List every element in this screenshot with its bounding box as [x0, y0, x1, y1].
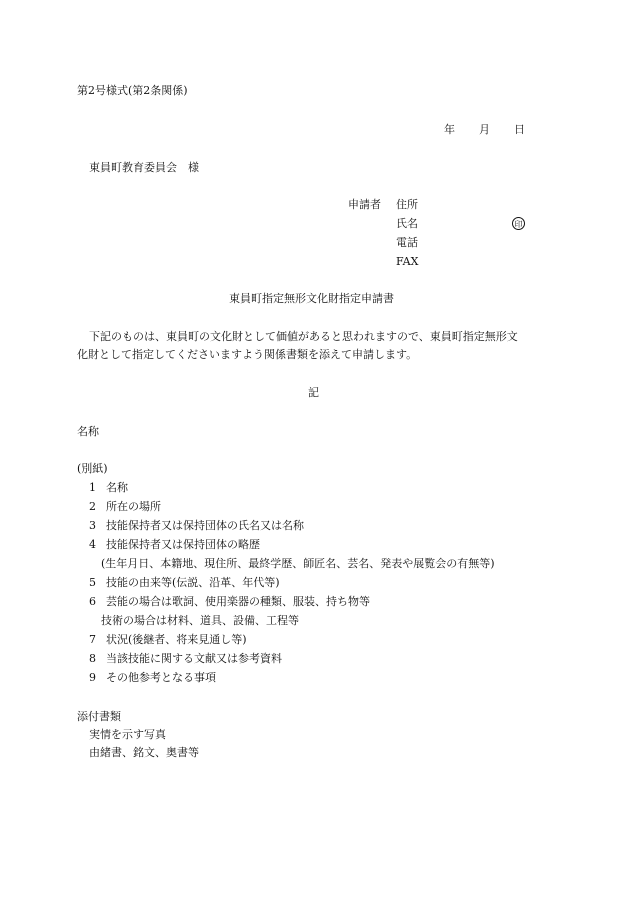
list-item-text: 技術の場合は材料、道具、設備、工程等 — [101, 614, 299, 627]
list-item-number: 2 — [89, 500, 96, 513]
list-item-text: 状況(後継者、将来見通し等) — [106, 633, 247, 646]
seal-mark: 印 — [512, 217, 525, 230]
form-number: 第2号様式(第2条関係) — [77, 84, 188, 97]
list-item-number: 9 — [89, 671, 96, 684]
list-item-text: 名称 — [106, 481, 128, 494]
list-item-text: その他参考となる事項 — [106, 671, 216, 684]
list-item-number: 4 — [89, 538, 96, 551]
list-item-number: 7 — [89, 633, 96, 646]
addressee: 東員町教育委員会 様 — [89, 161, 199, 174]
date-month-label: 月 — [479, 123, 490, 136]
applicant-fax-label: FAX — [396, 255, 419, 268]
list-item-number: 5 — [89, 576, 96, 589]
applicant-name-label: 氏名 — [396, 217, 418, 230]
list-item-text: 当該技能に関する文献又は参考資料 — [106, 652, 282, 665]
date-day-label: 日 — [514, 123, 525, 136]
list-item-text: 芸能の場合は歌詞、使用楽器の種類、服装、持ち物等 — [106, 595, 370, 608]
list-item-number: 1 — [89, 481, 96, 494]
ki-mark: 記 — [308, 386, 319, 399]
body-line-1: 下記のものは、東員町の文化財として価値があると思われますので、東員町指定無形文 — [89, 330, 518, 343]
list-item-text: 技能の由来等(伝説、沿革、年代等) — [106, 576, 280, 589]
list-item-text: (生年月日、本籍地、現住所、最終学歴、師匠名、芸名、発表や展覧会の有無等) — [101, 557, 495, 570]
attachment-item: 由緒書、銘文、奥書等 — [89, 746, 199, 759]
applicant-label: 申請者 — [348, 198, 381, 211]
date-year-label: 年 — [444, 123, 455, 136]
body-line-2: 化財として指定してくださいますよう関係書類を添えて申請します。 — [77, 348, 418, 361]
list-item-text: 技能保持者又は保持団体の略歴 — [106, 538, 260, 551]
list-item-number: 6 — [89, 595, 96, 608]
name-label: 名称 — [77, 425, 99, 438]
list-item-number: 3 — [89, 519, 96, 532]
applicant-phone-label: 電話 — [396, 236, 418, 249]
list-item-number: 8 — [89, 652, 96, 665]
document-title: 東員町指定無形文化財指定申請書 — [229, 292, 394, 305]
attachment-item: 実情を示す写真 — [89, 728, 166, 741]
attachments-heading: 添付書類 — [77, 710, 121, 723]
list-item-text: 技能保持者又は保持団体の氏名又は名称 — [106, 519, 304, 532]
attachment-note-heading: (別紙) — [77, 462, 108, 475]
list-item-text: 所在の場所 — [106, 500, 161, 513]
applicant-address-label: 住所 — [396, 198, 418, 211]
